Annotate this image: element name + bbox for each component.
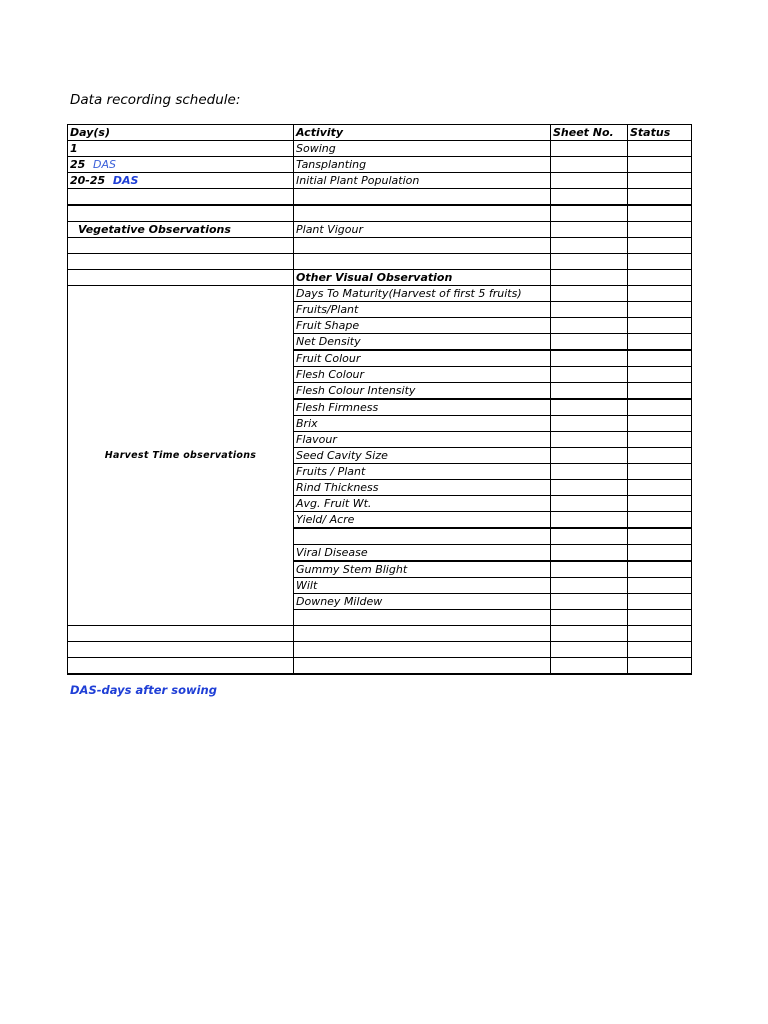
status-cell[interactable] <box>628 464 692 480</box>
header-row <box>68 125 692 141</box>
schedule-table <box>67 124 692 675</box>
status-cell[interactable] <box>628 302 692 318</box>
table-row <box>68 286 692 302</box>
activity-cell: Fruit Shape <box>294 318 551 334</box>
status-cell[interactable] <box>628 350 692 367</box>
status-cell[interactable] <box>628 367 692 383</box>
activity-cell <box>294 610 551 626</box>
sheet-cell[interactable] <box>551 480 628 496</box>
status-cell[interactable] <box>628 658 692 675</box>
status-cell[interactable] <box>628 222 692 238</box>
status-cell[interactable] <box>628 205 692 222</box>
empty-cell <box>294 658 551 675</box>
activity-cell: Flesh Colour <box>294 367 551 383</box>
day-cell <box>68 157 294 173</box>
other-visual-heading: Other Visual Observation <box>294 270 551 286</box>
vegetative-label: Vegetative Observations <box>68 222 294 238</box>
sheet-cell[interactable] <box>551 383 628 400</box>
status-cell[interactable] <box>628 318 692 334</box>
table-row <box>68 157 692 173</box>
activity-cell <box>294 528 551 545</box>
activity-cell: Flesh Firmness <box>294 399 551 416</box>
table-row <box>68 205 692 222</box>
sheet-cell[interactable] <box>551 545 628 562</box>
sheet-cell[interactable] <box>551 254 628 270</box>
empty-cell <box>68 626 294 642</box>
sheet-cell[interactable] <box>551 528 628 545</box>
sheet-cell[interactable] <box>551 270 628 286</box>
sheet-cell[interactable] <box>551 432 628 448</box>
sheet-cell[interactable] <box>551 189 628 206</box>
activity-cell: Rind Thickness <box>294 480 551 496</box>
sheet-cell[interactable] <box>551 334 628 351</box>
empty-cell <box>68 658 294 675</box>
sheet-cell[interactable] <box>551 367 628 383</box>
sheet-cell[interactable] <box>551 173 628 189</box>
sheet-cell[interactable] <box>551 205 628 222</box>
activity-cell: Plant Vigour <box>294 222 551 238</box>
sheet-cell[interactable] <box>551 464 628 480</box>
activity-cell: Downey Mildew <box>294 594 551 610</box>
empty-cell <box>294 642 551 658</box>
sheet-cell[interactable] <box>551 350 628 367</box>
status-cell[interactable] <box>628 286 692 302</box>
sheet-cell[interactable] <box>551 626 628 642</box>
sheet-cell[interactable] <box>551 286 628 302</box>
header-activity: Activity <box>294 125 551 141</box>
sheet-cell[interactable] <box>551 578 628 594</box>
sheet-cell[interactable] <box>551 610 628 626</box>
sheet-cell[interactable] <box>551 238 628 254</box>
sheet-cell[interactable] <box>551 416 628 432</box>
day-cell: 1 <box>68 141 294 157</box>
activity-cell: Fruits/Plant <box>294 302 551 318</box>
day-number: 25 <box>70 158 86 171</box>
sheet-cell[interactable] <box>551 157 628 173</box>
day-number: 20-25 <box>70 174 106 187</box>
status-cell[interactable] <box>628 578 692 594</box>
activity-cell: Avg. Fruit Wt. <box>294 496 551 512</box>
activity-cell: Days To Maturity(Harvest of first 5 fruits) <box>294 286 551 302</box>
sheet-cell[interactable] <box>551 594 628 610</box>
status-cell[interactable] <box>628 545 692 562</box>
table-row <box>68 642 692 658</box>
table-row <box>68 222 692 238</box>
table-row <box>68 238 692 254</box>
sheet-cell[interactable] <box>551 318 628 334</box>
table-row <box>68 658 692 675</box>
status-cell[interactable] <box>628 416 692 432</box>
status-cell[interactable] <box>628 448 692 464</box>
sheet-cell[interactable] <box>551 642 628 658</box>
activity-cell: Wilt <box>294 578 551 594</box>
header-status: Status <box>628 125 692 141</box>
activity-cell: Seed Cavity Size <box>294 448 551 464</box>
status-cell[interactable] <box>628 480 692 496</box>
status-cell[interactable] <box>628 432 692 448</box>
status-cell[interactable] <box>628 528 692 545</box>
sheet-cell[interactable] <box>551 302 628 318</box>
sheet-cell[interactable] <box>551 222 628 238</box>
status-cell[interactable] <box>628 173 692 189</box>
header-sheet-no: Sheet No. <box>551 125 628 141</box>
table-row <box>68 254 692 270</box>
empty-cell <box>294 626 551 642</box>
activity-cell: Sowing <box>294 141 551 157</box>
status-cell[interactable] <box>628 141 692 157</box>
activity-cell: Viral Disease <box>294 545 551 562</box>
status-cell[interactable] <box>628 254 692 270</box>
activity-cell: Gummy Stem Blight <box>294 561 551 578</box>
footnote: DAS-days after sowing <box>70 683 217 697</box>
activity-cell: Brix <box>294 416 551 432</box>
table-row <box>68 626 692 642</box>
status-cell[interactable] <box>628 270 692 286</box>
status-cell[interactable] <box>628 594 692 610</box>
table-row <box>68 189 692 206</box>
sheet-cell[interactable] <box>551 399 628 416</box>
status-cell[interactable] <box>628 610 692 626</box>
status-cell[interactable] <box>628 496 692 512</box>
activity-cell: Initial Plant Population <box>294 173 551 189</box>
status-cell[interactable] <box>628 399 692 416</box>
page-title: Data recording schedule: <box>70 92 241 108</box>
table-row <box>68 270 692 286</box>
table-row <box>68 141 692 157</box>
status-cell[interactable] <box>628 512 692 529</box>
activity-cell: Flavour <box>294 432 551 448</box>
activity-cell: Yield/ Acre <box>294 512 551 529</box>
activity-cell: Fruits / Plant <box>294 464 551 480</box>
das-unit: DAS <box>112 174 139 187</box>
harvest-label: Harvest Time observations <box>68 286 294 626</box>
status-cell[interactable] <box>628 383 692 400</box>
das-unit: DAS <box>92 158 116 171</box>
activity-cell: Tansplanting <box>294 157 551 173</box>
sheet-cell[interactable] <box>551 496 628 512</box>
activity-cell: Net Density <box>294 334 551 351</box>
status-cell[interactable] <box>628 626 692 642</box>
status-cell[interactable] <box>628 238 692 254</box>
status-cell[interactable] <box>628 334 692 351</box>
status-cell[interactable] <box>628 561 692 578</box>
sheet-cell[interactable] <box>551 141 628 157</box>
header-days: Day(s) <box>68 125 294 141</box>
sheet-cell[interactable] <box>551 512 628 529</box>
status-cell[interactable] <box>628 189 692 206</box>
status-cell[interactable] <box>628 157 692 173</box>
empty-cell <box>68 642 294 658</box>
activity-cell: Fruit Colour <box>294 350 551 367</box>
activity-cell: Flesh Colour Intensity <box>294 383 551 400</box>
sheet-cell[interactable] <box>551 561 628 578</box>
status-cell[interactable] <box>628 642 692 658</box>
day-cell <box>68 173 294 189</box>
table-row <box>68 173 692 189</box>
sheet-cell[interactable] <box>551 658 628 675</box>
sheet-cell[interactable] <box>551 448 628 464</box>
